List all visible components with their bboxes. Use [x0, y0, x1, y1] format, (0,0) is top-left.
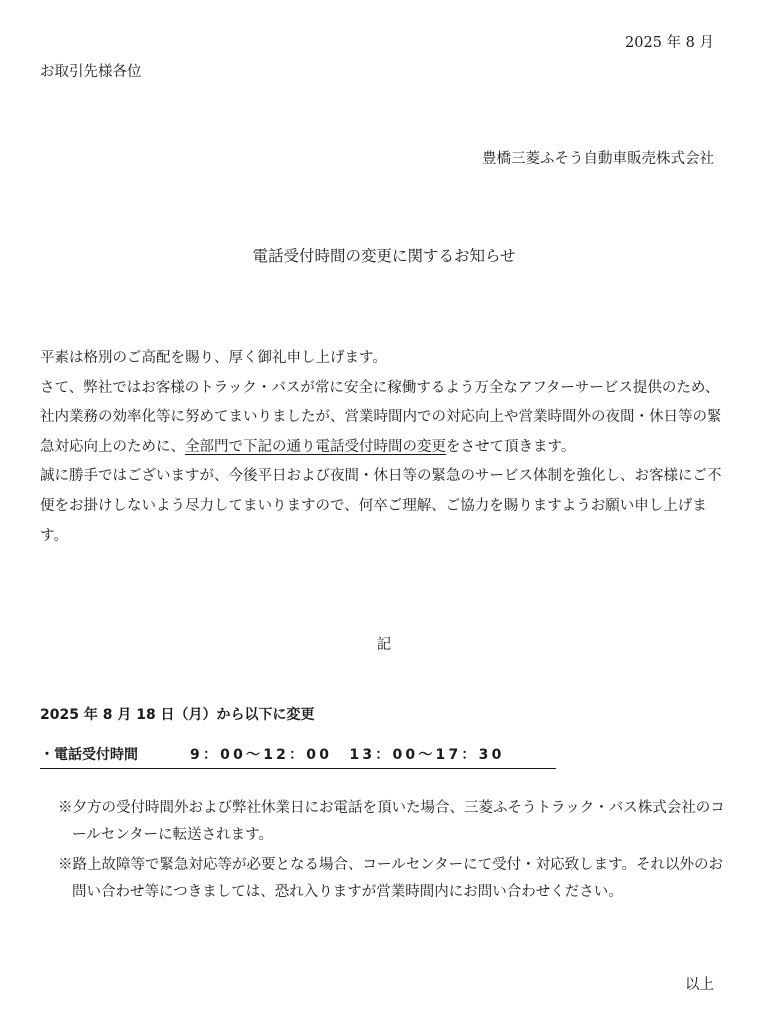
recipient-line: お取引先様各位: [40, 64, 142, 80]
apology-paragraph: 誠に勝手ではございますが、今後平日および夜間・休日等の緊急のサービス体制を強化し、お客様にご不便をお掛けしないよう尽力してまいりますので、何卒ご理解、ご協力を賜りますようお願い申し上げます。: [40, 468, 722, 544]
change-paragraph-end: をさせて頂きます。: [446, 438, 576, 455]
change-paragraph-intro: さて、弊社ではお客様のトラック・バスが常に安全に稼働するよう万全なアフターサービス提供のため、社内業務の効率化等に努めてまいりましたが、営業時間内での対応向上や営業時間外の夜間・休日等の緊急対応向上のために、: [40, 379, 722, 455]
ki-heading: 記: [376, 637, 392, 653]
phone-hours-line: [40, 744, 556, 769]
greeting-paragraph: 平素は格別のご高配を賜り、厚く御礼申し上げます。: [40, 350, 387, 366]
note-item: ※路上故障等で緊急対応等が必要となる場合、コールセンターにて受付・対応致します。それ以外のお問い合わせ等につきましては、恐れ入りますが営業時間内にお問い合わせください。: [58, 857, 723, 900]
note-item: ※夕方の受付時間外および弊社休業日にお電話を頂いた場合、三菱ふそうトラック・バス株式会社のコールセンターに転送されます。: [58, 800, 725, 843]
notes-list: [58, 795, 728, 909]
change-paragraph: [40, 374, 728, 463]
phone-hours-value: 9：00～12：00 13：00～17：30: [190, 747, 505, 763]
change-date-line: 2025 年 8 月 18 日（月）から以下に変更: [40, 707, 315, 723]
closing-mark: 以上: [685, 977, 714, 993]
notice-body: [40, 344, 728, 551]
notice-title: 電話受付時間の変更に関するお知らせ: [252, 247, 516, 265]
document-date: 2025 年 8 月: [625, 35, 714, 51]
sender-company: 豊橋三菱ふそう自動車販売株式会社: [482, 151, 714, 167]
change-emphasis: 全部門で下記の通り電話受付時間の変更: [185, 438, 446, 455]
phone-hours-label: ・電話受付時間: [40, 747, 138, 763]
